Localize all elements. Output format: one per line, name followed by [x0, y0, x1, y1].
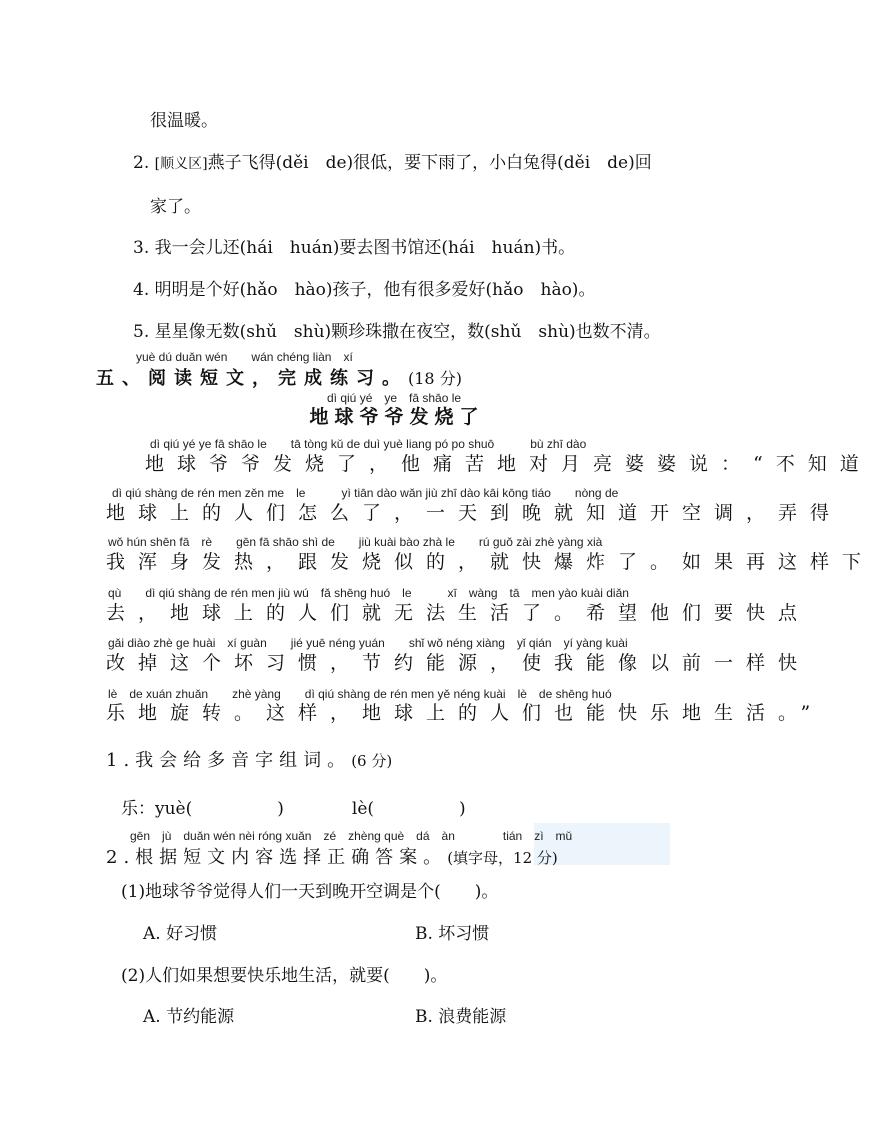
q2-sub2[interactable]: (2)人们如果想要快乐地生活，就要( )。 [121, 966, 448, 986]
q2-label: 2.根据短文内容选择正确答案。 [106, 847, 448, 868]
story-line-5: 改掉这个坏习惯，节约能源，使我能像以前一样快 [106, 652, 811, 674]
q1-heading [106, 746, 392, 772]
q1-answer-line[interactable]: 乐：yuè( ) lè( ) [121, 799, 466, 819]
line-warm: 很温暖。 [150, 111, 218, 131]
story-pinyin-6: lè de xuán zhuǎn zhè yàng dì qiú shàng de rén men yě néng kuài lè de shēng huó [108, 687, 612, 701]
story-line-1: 地球爷爷发烧了，他痛苦地对月亮婆婆说：“不知道 [145, 453, 872, 475]
q2-sub2-option-b[interactable]: B. 浪费能源 [415, 1007, 507, 1027]
section5-pinyin: yuè dú duǎn wén wán chéng liàn xí [136, 350, 353, 364]
story-pinyin-1: dì qiú yé ye fā shāo le tā tòng kǔ de duì yuè liang pó po shuō bù zhī dào [150, 437, 587, 451]
item-4-num: 4. [133, 280, 150, 300]
q1-label: 1.我会给多音字组词。 [106, 750, 352, 771]
item-5 [133, 317, 661, 342]
story-title: 地球爷爷发烧了 [309, 406, 485, 428]
q2-sub2-option-a[interactable]: A. 节约能源 [143, 1007, 235, 1027]
q2-sub1-option-a[interactable]: A. 好习惯 [143, 924, 218, 944]
q2-sub1[interactable]: (1)地球爷爷觉得人们一天到晚开空调是个( )。 [121, 882, 499, 902]
item-2-district-tag: [顺义区] [154, 156, 208, 172]
q2-sub1-option-b[interactable]: B. 坏习惯 [415, 924, 490, 944]
section5-score: (18 分) [408, 369, 462, 388]
item-5-num: 5. [133, 322, 150, 342]
story-pinyin-2: dì qiú shàng de rén men zěn me le yì tiān dào wǎn jiù zhī dào kāi kōng tiáo nòng de [112, 486, 619, 500]
q2-heading [106, 843, 558, 869]
item-2-line1 [133, 148, 652, 173]
story-title-pinyin: dì qiú yé ye fā shāo le [327, 391, 462, 405]
story-pinyin-5: gǎi diào zhè ge huài xí guàn jié yuē néng yuán shǐ wǒ néng xiàng yǐ qián yí yàng kuài [108, 636, 628, 650]
item-4-text: 明明是个好(hǎo hào)孩子，他有很多爱好(hǎo hào)。 [154, 280, 596, 300]
story-line-6: 乐地旋转。这样，地球上的人们也能快乐地生活。” [106, 702, 824, 724]
item-2-text: 燕子飞得(děi de)很低，要下雨了，小白兔得(děi de)回 [207, 153, 652, 173]
item-4 [133, 275, 595, 300]
story-line-4: 去，地球上的人们就无法生活了。希望他们要快点 [106, 602, 811, 624]
story-pinyin-3: wǒ hún shēn fā rè gēn fā shāo shì de jiù kuài bào zhà le rú guǒ zài zhè yàng xià [108, 535, 603, 549]
item-5-text: 星星像无数(shǔ shù)颗珍珠撒在夜空，数(shǔ shù)也数不清。 [154, 322, 661, 342]
story-pinyin-4: qù dì qiú shàng de rén men jiù wú fǎ shēng huó le xī wàng tā men yào kuài diǎn [108, 586, 629, 600]
story-line-2: 地球上的人们怎么了，一天到晚就知道开空调，弄得 [106, 502, 843, 524]
item-2-line2: 家了。 [150, 197, 201, 217]
item-3-text: 我一会儿还(hái huán)要去图书馆还(hái huán)书。 [154, 238, 576, 258]
q2-pinyin: gēn jù duǎn wén nèi róng xuǎn zé zhèng què dá àn tián zì mǔ [130, 829, 573, 843]
story-line-3: 我浑身发热，跟发烧似的，就快爆炸了。如果再这样下 [106, 551, 874, 573]
item-3 [133, 233, 575, 258]
section5-title-text: 五、阅读短文，完成练习。 [96, 368, 408, 389]
item-2-num: 2. [133, 153, 150, 173]
q2-score: (填字母，12 分) [447, 849, 558, 867]
q1-score: (6 分) [351, 752, 393, 770]
section5-title [96, 364, 462, 390]
item-3-num: 3. [133, 238, 150, 258]
